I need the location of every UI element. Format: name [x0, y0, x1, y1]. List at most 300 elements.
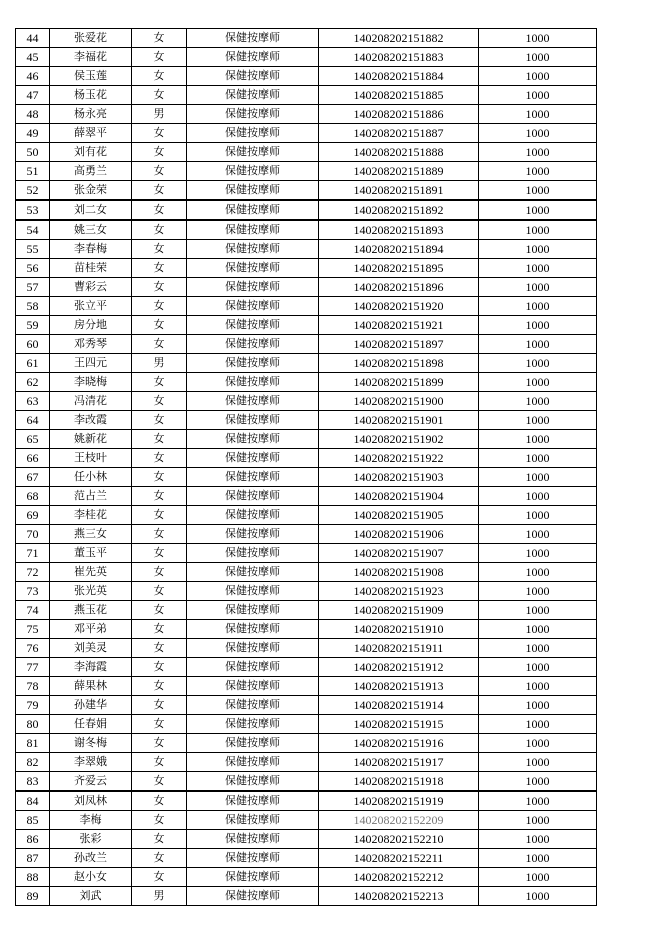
- amount-cell: 1000: [479, 373, 597, 392]
- name-cell: 王枝叶: [50, 449, 132, 468]
- name-cell: 李翠娥: [50, 753, 132, 772]
- amount-cell: 1000: [479, 791, 597, 811]
- certificate-id-cell: 140208202152209: [319, 811, 479, 830]
- gender-cell: 女: [132, 487, 187, 506]
- row-number-cell: 81: [16, 734, 50, 753]
- amount-cell: 1000: [479, 240, 597, 259]
- amount-cell: 1000: [479, 316, 597, 335]
- certificate-id-cell: 140208202152211: [319, 849, 479, 868]
- name-cell: 曹彩云: [50, 278, 132, 297]
- amount-cell: 1000: [479, 259, 597, 278]
- certificate-id-cell: 140208202151906: [319, 525, 479, 544]
- table-row: [16, 677, 597, 696]
- certificate-id-cell: 140208202151922: [319, 449, 479, 468]
- name-cell: 李晓梅: [50, 373, 132, 392]
- gender-cell: 女: [132, 753, 187, 772]
- amount-cell: 1000: [479, 430, 597, 449]
- occupation-cell: 保健按摩师: [187, 105, 319, 124]
- gender-cell: 女: [132, 392, 187, 411]
- certificate-id-cell: 140208202151916: [319, 734, 479, 753]
- row-number-cell: 69: [16, 506, 50, 525]
- name-cell: 张彩: [50, 830, 132, 849]
- certificate-id-cell: 140208202151914: [319, 696, 479, 715]
- amount-cell: 1000: [479, 734, 597, 753]
- amount-cell: 1000: [479, 849, 597, 868]
- occupation-cell: 保健按摩师: [187, 48, 319, 67]
- name-cell: 杨玉花: [50, 86, 132, 105]
- occupation-cell: 保健按摩师: [187, 639, 319, 658]
- table-row: [16, 220, 597, 240]
- table-row: [16, 86, 597, 105]
- certificate-id-cell: 140208202151908: [319, 563, 479, 582]
- table-row: [16, 696, 597, 715]
- occupation-cell: 保健按摩师: [187, 143, 319, 162]
- gender-cell: 女: [132, 639, 187, 658]
- name-cell: 刘有花: [50, 143, 132, 162]
- table-row: [16, 563, 597, 582]
- certificate-id-cell: 140208202151917: [319, 753, 479, 772]
- table-row: [16, 29, 597, 48]
- amount-cell: 1000: [479, 297, 597, 316]
- name-cell: 崔先英: [50, 563, 132, 582]
- occupation-cell: 保健按摩师: [187, 335, 319, 354]
- gender-cell: 女: [132, 696, 187, 715]
- gender-cell: 女: [132, 373, 187, 392]
- occupation-cell: 保健按摩师: [187, 849, 319, 868]
- row-number-cell: 54: [16, 220, 50, 240]
- gender-cell: 女: [132, 849, 187, 868]
- row-number-cell: 49: [16, 124, 50, 143]
- row-number-cell: 47: [16, 86, 50, 105]
- name-cell: 任小林: [50, 468, 132, 487]
- gender-cell: 女: [132, 162, 187, 181]
- name-cell: 范占兰: [50, 487, 132, 506]
- occupation-cell: 保健按摩师: [187, 734, 319, 753]
- amount-cell: 1000: [479, 715, 597, 734]
- name-cell: 任春娟: [50, 715, 132, 734]
- certificate-id-cell: 140208202151891: [319, 181, 479, 201]
- table-row: [16, 411, 597, 430]
- occupation-cell: 保健按摩师: [187, 430, 319, 449]
- amount-cell: 1000: [479, 392, 597, 411]
- gender-cell: 女: [132, 449, 187, 468]
- gender-cell: 男: [132, 887, 187, 906]
- row-number-cell: 75: [16, 620, 50, 639]
- occupation-cell: 保健按摩师: [187, 525, 319, 544]
- name-cell: 张爱花: [50, 29, 132, 48]
- occupation-cell: 保健按摩师: [187, 620, 319, 639]
- amount-cell: 1000: [479, 658, 597, 677]
- table-row: [16, 48, 597, 67]
- table-row: [16, 620, 597, 639]
- name-cell: 谢冬梅: [50, 734, 132, 753]
- name-cell: 赵小女: [50, 868, 132, 887]
- certificate-id-cell: 140208202151909: [319, 601, 479, 620]
- table-row: [16, 240, 597, 259]
- gender-cell: 女: [132, 468, 187, 487]
- amount-cell: 1000: [479, 354, 597, 373]
- row-number-cell: 61: [16, 354, 50, 373]
- name-cell: 李梅: [50, 811, 132, 830]
- table-row: [16, 430, 597, 449]
- gender-cell: 女: [132, 259, 187, 278]
- table-row: [16, 487, 597, 506]
- amount-cell: 1000: [479, 639, 597, 658]
- certificate-id-cell: 140208202151915: [319, 715, 479, 734]
- occupation-cell: 保健按摩师: [187, 715, 319, 734]
- occupation-cell: 保健按摩师: [187, 582, 319, 601]
- gender-cell: 男: [132, 105, 187, 124]
- row-number-cell: 66: [16, 449, 50, 468]
- amount-cell: 1000: [479, 86, 597, 105]
- gender-cell: 女: [132, 278, 187, 297]
- amount-cell: 1000: [479, 620, 597, 639]
- certificate-id-cell: 140208202151894: [319, 240, 479, 259]
- certificate-id-cell: 140208202151900: [319, 392, 479, 411]
- name-cell: 房分地: [50, 316, 132, 335]
- occupation-cell: 保健按摩师: [187, 449, 319, 468]
- name-cell: 燕三女: [50, 525, 132, 544]
- certificate-id-cell: 140208202151893: [319, 220, 479, 240]
- gender-cell: 女: [132, 143, 187, 162]
- name-cell: 李春梅: [50, 240, 132, 259]
- occupation-cell: 保健按摩师: [187, 506, 319, 525]
- amount-cell: 1000: [479, 124, 597, 143]
- amount-cell: 1000: [479, 753, 597, 772]
- occupation-cell: 保健按摩师: [187, 316, 319, 335]
- gender-cell: 女: [132, 411, 187, 430]
- certificate-id-cell: 140208202151919: [319, 791, 479, 811]
- table-row: [16, 354, 597, 373]
- table-row: [16, 753, 597, 772]
- occupation-cell: 保健按摩师: [187, 240, 319, 259]
- row-number-cell: 73: [16, 582, 50, 601]
- row-number-cell: 89: [16, 887, 50, 906]
- amount-cell: 1000: [479, 335, 597, 354]
- occupation-cell: 保健按摩师: [187, 162, 319, 181]
- amount-cell: 1000: [479, 468, 597, 487]
- certificate-id-cell: 140208202151896: [319, 278, 479, 297]
- row-number-cell: 44: [16, 29, 50, 48]
- occupation-cell: 保健按摩师: [187, 411, 319, 430]
- name-cell: 姚新花: [50, 430, 132, 449]
- certificate-id-cell: 140208202151888: [319, 143, 479, 162]
- gender-cell: 女: [132, 677, 187, 696]
- gender-cell: 女: [132, 563, 187, 582]
- certificate-id-cell: 140208202151910: [319, 620, 479, 639]
- certificate-id-cell: 140208202151882: [319, 29, 479, 48]
- occupation-cell: 保健按摩师: [187, 67, 319, 86]
- table-row: [16, 734, 597, 753]
- occupation-cell: 保健按摩师: [187, 544, 319, 563]
- table-row: [16, 335, 597, 354]
- table-row: [16, 868, 597, 887]
- certificate-id-cell: 140208202151912: [319, 658, 479, 677]
- gender-cell: 女: [132, 181, 187, 201]
- name-cell: 张光英: [50, 582, 132, 601]
- occupation-cell: 保健按摩师: [187, 392, 319, 411]
- occupation-cell: 保健按摩师: [187, 373, 319, 392]
- roster-table-body: [16, 29, 597, 906]
- occupation-cell: 保健按摩师: [187, 181, 319, 201]
- table-row: [16, 259, 597, 278]
- certificate-id-cell: 140208202151907: [319, 544, 479, 563]
- gender-cell: 女: [132, 506, 187, 525]
- table-row: [16, 791, 597, 811]
- certificate-id-cell: 140208202151889: [319, 162, 479, 181]
- gender-cell: 女: [132, 791, 187, 811]
- certificate-id-cell: 140208202151902: [319, 430, 479, 449]
- occupation-cell: 保健按摩师: [187, 811, 319, 830]
- gender-cell: 女: [132, 582, 187, 601]
- gender-cell: 女: [132, 220, 187, 240]
- gender-cell: 女: [132, 715, 187, 734]
- certificate-id-cell: 140208202151884: [319, 67, 479, 86]
- table-row: [16, 849, 597, 868]
- name-cell: 李桂花: [50, 506, 132, 525]
- row-number-cell: 70: [16, 525, 50, 544]
- gender-cell: 女: [132, 601, 187, 620]
- certificate-id-cell: 140208202151913: [319, 677, 479, 696]
- name-cell: 刘武: [50, 887, 132, 906]
- table-row: [16, 316, 597, 335]
- row-number-cell: 57: [16, 278, 50, 297]
- gender-cell: 女: [132, 124, 187, 143]
- table-row: [16, 468, 597, 487]
- gender-cell: 女: [132, 297, 187, 316]
- occupation-cell: 保健按摩师: [187, 563, 319, 582]
- row-number-cell: 50: [16, 143, 50, 162]
- table-row: [16, 105, 597, 124]
- certificate-id-cell: 140208202151892: [319, 200, 479, 220]
- certificate-id-cell: 140208202151898: [319, 354, 479, 373]
- table-row: [16, 392, 597, 411]
- certificate-id-cell: 140208202151886: [319, 105, 479, 124]
- row-number-cell: 82: [16, 753, 50, 772]
- occupation-cell: 保健按摩师: [187, 753, 319, 772]
- gender-cell: 女: [132, 335, 187, 354]
- name-cell: 李福花: [50, 48, 132, 67]
- name-cell: 刘美灵: [50, 639, 132, 658]
- table-row: [16, 601, 597, 620]
- roster-sheet: [15, 28, 597, 906]
- name-cell: 高勇兰: [50, 162, 132, 181]
- table-row: [16, 525, 597, 544]
- row-number-cell: 79: [16, 696, 50, 715]
- amount-cell: 1000: [479, 696, 597, 715]
- certificate-id-cell: 140208202151901: [319, 411, 479, 430]
- table-row: [16, 181, 597, 201]
- certificate-id-cell: 140208202151895: [319, 259, 479, 278]
- row-number-cell: 76: [16, 639, 50, 658]
- table-row: [16, 297, 597, 316]
- gender-cell: 女: [132, 811, 187, 830]
- certificate-id-cell: 140208202151905: [319, 506, 479, 525]
- gender-cell: 女: [132, 868, 187, 887]
- row-number-cell: 72: [16, 563, 50, 582]
- amount-cell: 1000: [479, 449, 597, 468]
- amount-cell: 1000: [479, 582, 597, 601]
- row-number-cell: 64: [16, 411, 50, 430]
- roster-table: [15, 28, 597, 906]
- gender-cell: 女: [132, 620, 187, 639]
- certificate-id-cell: 140208202151918: [319, 772, 479, 792]
- amount-cell: 1000: [479, 220, 597, 240]
- occupation-cell: 保健按摩师: [187, 887, 319, 906]
- occupation-cell: 保健按摩师: [187, 791, 319, 811]
- row-number-cell: 55: [16, 240, 50, 259]
- amount-cell: 1000: [479, 677, 597, 696]
- name-cell: 李改霞: [50, 411, 132, 430]
- gender-cell: 女: [132, 240, 187, 259]
- occupation-cell: 保健按摩师: [187, 297, 319, 316]
- certificate-id-cell: 140208202151903: [319, 468, 479, 487]
- name-cell: 董玉平: [50, 544, 132, 563]
- row-number-cell: 56: [16, 259, 50, 278]
- table-row: [16, 639, 597, 658]
- row-number-cell: 84: [16, 791, 50, 811]
- row-number-cell: 77: [16, 658, 50, 677]
- name-cell: 张立平: [50, 297, 132, 316]
- table-row: [16, 162, 597, 181]
- certificate-id-cell: 140208202151920: [319, 297, 479, 316]
- gender-cell: 女: [132, 48, 187, 67]
- row-number-cell: 51: [16, 162, 50, 181]
- table-row: [16, 143, 597, 162]
- row-number-cell: 85: [16, 811, 50, 830]
- row-number-cell: 87: [16, 849, 50, 868]
- occupation-cell: 保健按摩师: [187, 696, 319, 715]
- row-number-cell: 46: [16, 67, 50, 86]
- row-number-cell: 78: [16, 677, 50, 696]
- amount-cell: 1000: [479, 67, 597, 86]
- name-cell: 张金荣: [50, 181, 132, 201]
- amount-cell: 1000: [479, 181, 597, 201]
- occupation-cell: 保健按摩师: [187, 29, 319, 48]
- occupation-cell: 保健按摩师: [187, 124, 319, 143]
- certificate-id-cell: 140208202151904: [319, 487, 479, 506]
- gender-cell: 男: [132, 354, 187, 373]
- certificate-id-cell: 140208202151911: [319, 639, 479, 658]
- table-row: [16, 124, 597, 143]
- name-cell: 孙改兰: [50, 849, 132, 868]
- certificate-id-cell: 140208202152213: [319, 887, 479, 906]
- row-number-cell: 48: [16, 105, 50, 124]
- table-row: [16, 373, 597, 392]
- row-number-cell: 86: [16, 830, 50, 849]
- name-cell: 侯玉莲: [50, 67, 132, 86]
- table-row: [16, 811, 597, 830]
- gender-cell: 女: [132, 544, 187, 563]
- amount-cell: 1000: [479, 278, 597, 297]
- occupation-cell: 保健按摩师: [187, 677, 319, 696]
- table-row: [16, 830, 597, 849]
- amount-cell: 1000: [479, 487, 597, 506]
- gender-cell: 女: [132, 29, 187, 48]
- table-row: [16, 449, 597, 468]
- row-number-cell: 63: [16, 392, 50, 411]
- amount-cell: 1000: [479, 105, 597, 124]
- amount-cell: 1000: [479, 544, 597, 563]
- row-number-cell: 68: [16, 487, 50, 506]
- certificate-id-cell: 140208202151921: [319, 316, 479, 335]
- row-number-cell: 71: [16, 544, 50, 563]
- certificate-id-cell: 140208202152210: [319, 830, 479, 849]
- amount-cell: 1000: [479, 811, 597, 830]
- table-row: [16, 544, 597, 563]
- row-number-cell: 74: [16, 601, 50, 620]
- occupation-cell: 保健按摩师: [187, 868, 319, 887]
- occupation-cell: 保健按摩师: [187, 772, 319, 792]
- amount-cell: 1000: [479, 411, 597, 430]
- amount-cell: 1000: [479, 868, 597, 887]
- gender-cell: 女: [132, 316, 187, 335]
- name-cell: 邓秀琴: [50, 335, 132, 354]
- occupation-cell: 保健按摩师: [187, 220, 319, 240]
- row-number-cell: 62: [16, 373, 50, 392]
- occupation-cell: 保健按摩师: [187, 601, 319, 620]
- amount-cell: 1000: [479, 200, 597, 220]
- amount-cell: 1000: [479, 162, 597, 181]
- gender-cell: 女: [132, 734, 187, 753]
- row-number-cell: 88: [16, 868, 50, 887]
- row-number-cell: 80: [16, 715, 50, 734]
- amount-cell: 1000: [479, 29, 597, 48]
- gender-cell: 女: [132, 772, 187, 792]
- occupation-cell: 保健按摩师: [187, 830, 319, 849]
- amount-cell: 1000: [479, 48, 597, 67]
- name-cell: 刘凤林: [50, 791, 132, 811]
- table-row: [16, 200, 597, 220]
- row-number-cell: 53: [16, 200, 50, 220]
- occupation-cell: 保健按摩师: [187, 487, 319, 506]
- amount-cell: 1000: [479, 506, 597, 525]
- amount-cell: 1000: [479, 830, 597, 849]
- name-cell: 燕玉花: [50, 601, 132, 620]
- occupation-cell: 保健按摩师: [187, 354, 319, 373]
- occupation-cell: 保健按摩师: [187, 468, 319, 487]
- gender-cell: 女: [132, 830, 187, 849]
- table-row: [16, 887, 597, 906]
- occupation-cell: 保健按摩师: [187, 86, 319, 105]
- gender-cell: 女: [132, 430, 187, 449]
- certificate-id-cell: 140208202151897: [319, 335, 479, 354]
- amount-cell: 1000: [479, 887, 597, 906]
- row-number-cell: 65: [16, 430, 50, 449]
- row-number-cell: 58: [16, 297, 50, 316]
- table-row: [16, 67, 597, 86]
- table-row: [16, 506, 597, 525]
- row-number-cell: 52: [16, 181, 50, 201]
- certificate-id-cell: 140208202151899: [319, 373, 479, 392]
- table-row: [16, 658, 597, 677]
- table-row: [16, 582, 597, 601]
- gender-cell: 女: [132, 200, 187, 220]
- name-cell: 孙建华: [50, 696, 132, 715]
- amount-cell: 1000: [479, 563, 597, 582]
- row-number-cell: 60: [16, 335, 50, 354]
- name-cell: 李海霞: [50, 658, 132, 677]
- name-cell: 冯清花: [50, 392, 132, 411]
- certificate-id-cell: 140208202151885: [319, 86, 479, 105]
- row-number-cell: 45: [16, 48, 50, 67]
- occupation-cell: 保健按摩师: [187, 259, 319, 278]
- row-number-cell: 67: [16, 468, 50, 487]
- certificate-id-cell: 140208202151887: [319, 124, 479, 143]
- name-cell: 邓平弟: [50, 620, 132, 639]
- name-cell: 王四元: [50, 354, 132, 373]
- row-number-cell: 59: [16, 316, 50, 335]
